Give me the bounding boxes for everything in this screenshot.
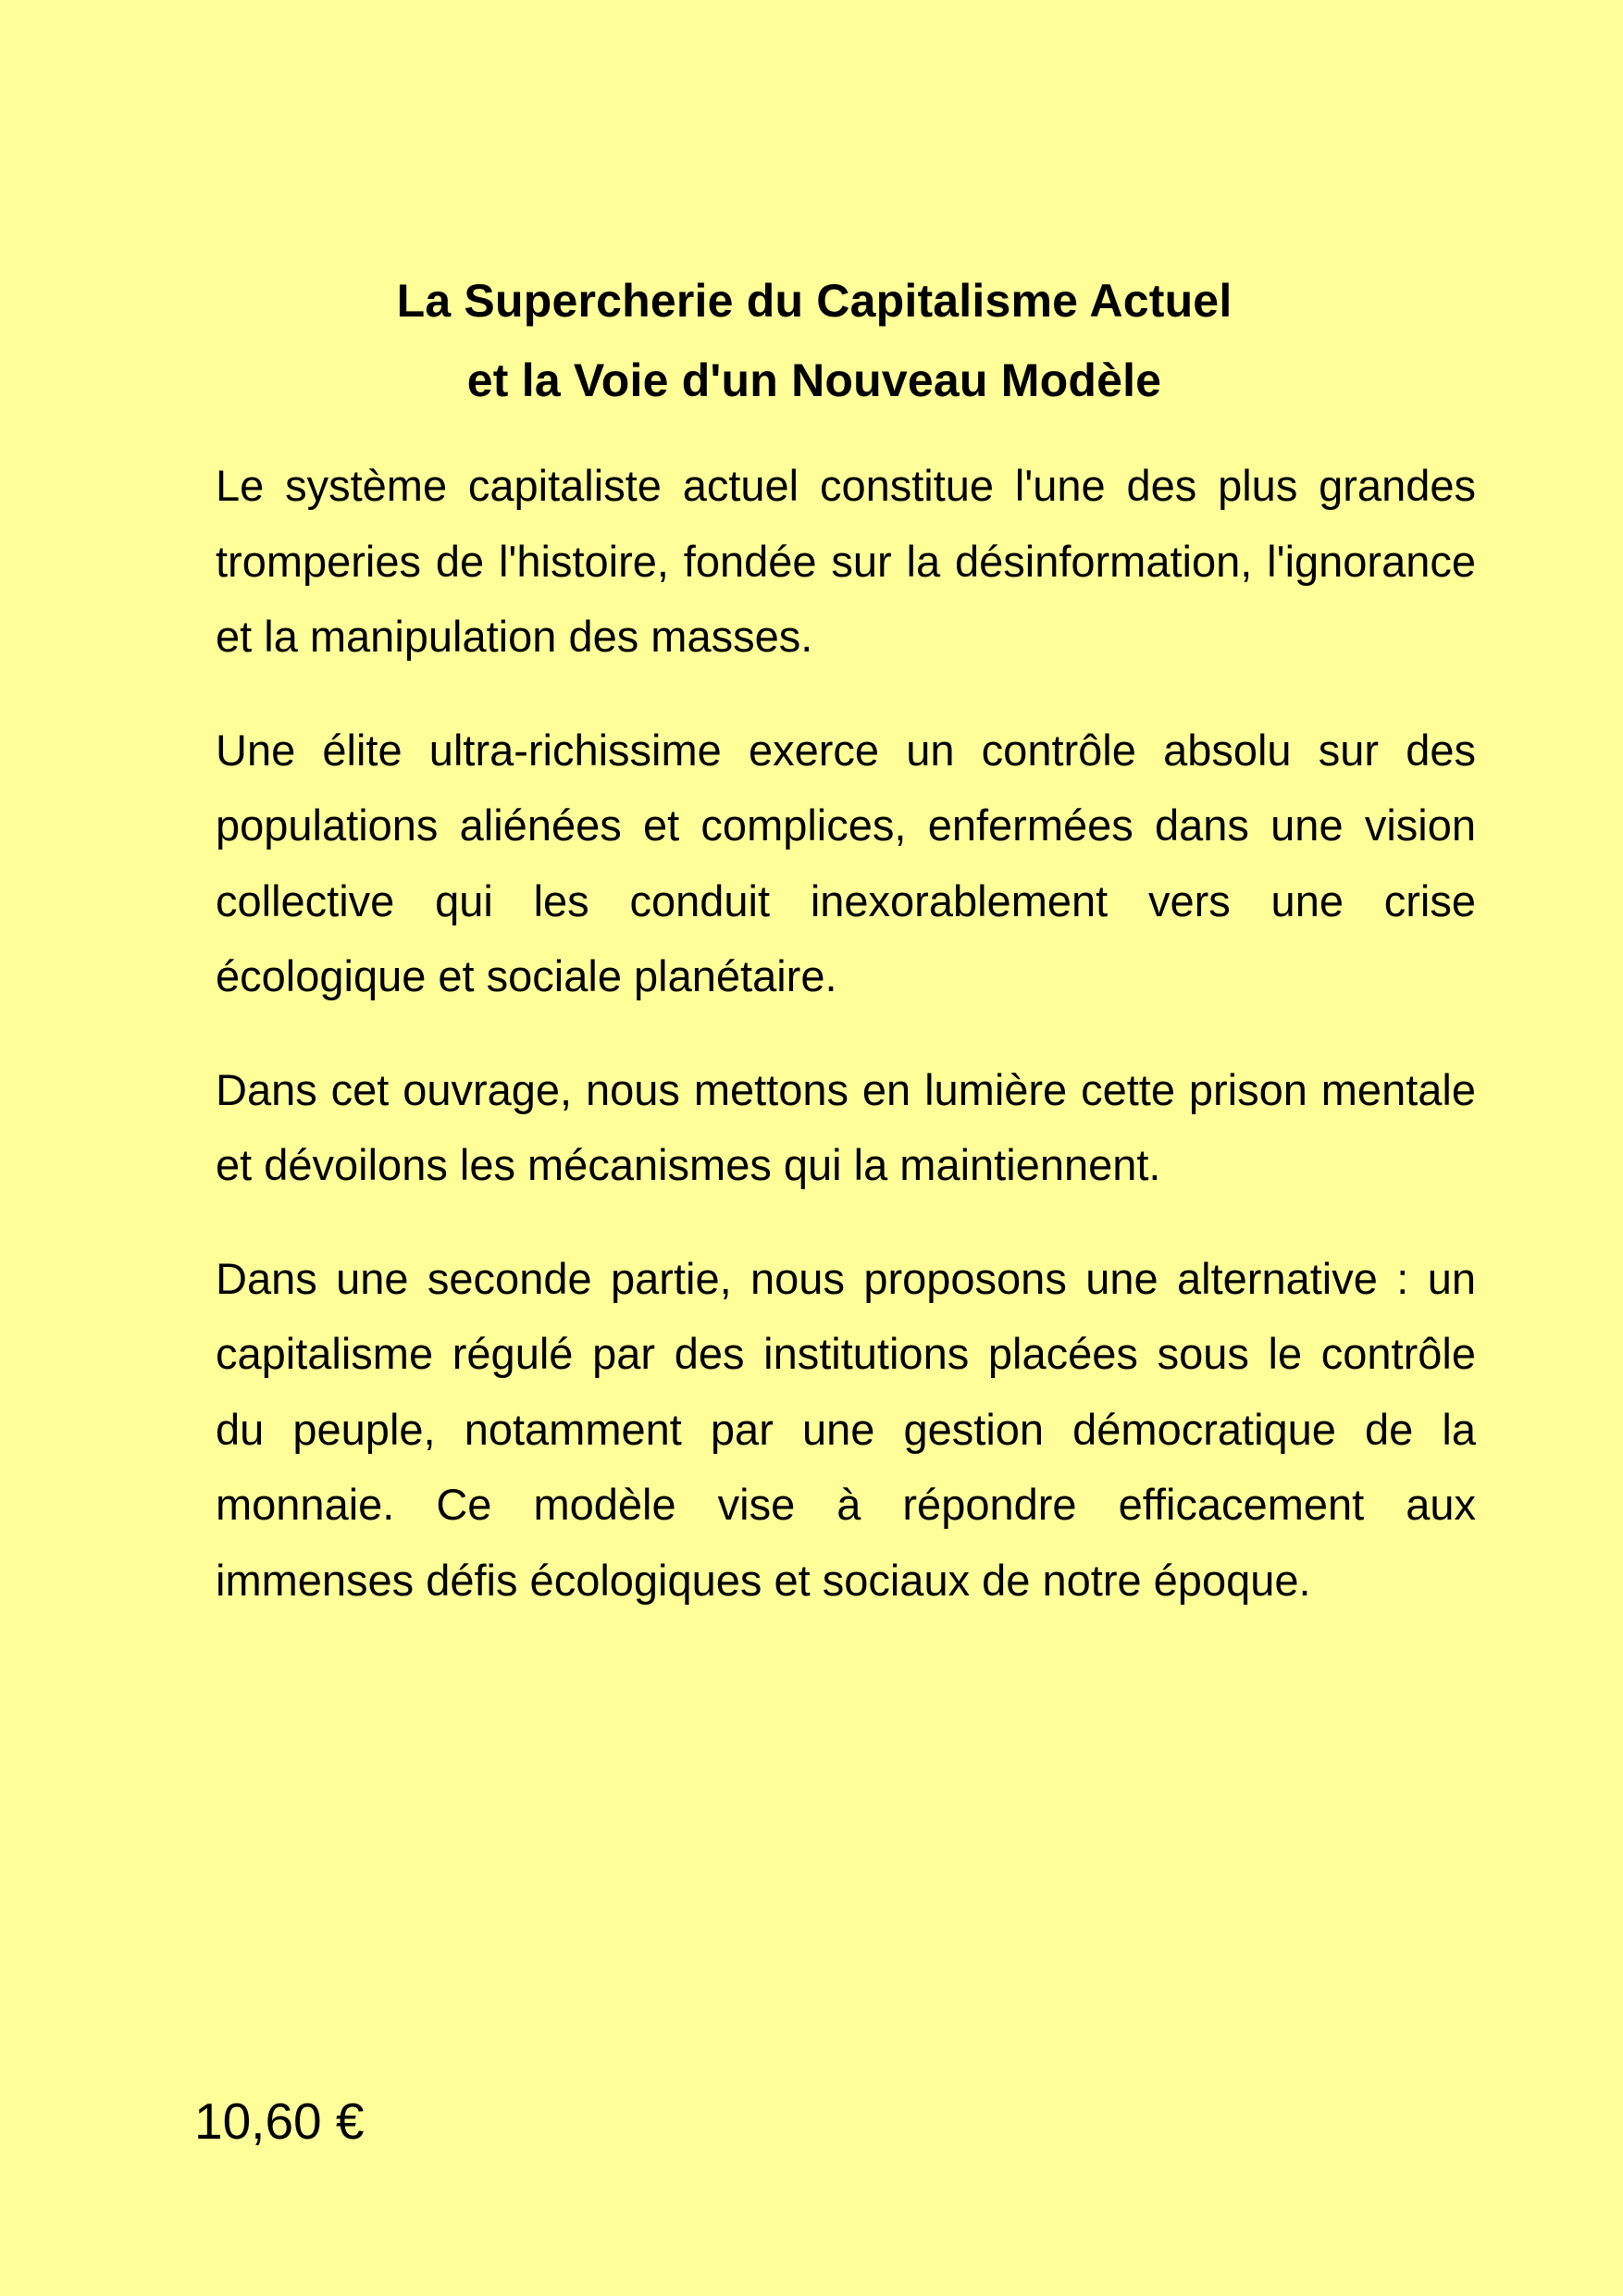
blurb-paragraph-3: Dans cet ouvrage, nous mettons en lumière cette prison mentale et dévoilons les mécanismes qui la maintiennent.	[216, 1064, 1476, 1189]
blurb-paragraph-2: Une élite ultra-richissime exerce un contrôle absolu sur des populations aliénées et complices, enfermées dans une vision collective qui les conduit inexorablement vers une crise écologique et sociale planétaire.	[216, 725, 1476, 1000]
book-title-line-2: et la Voie d'un Nouveau Modèle	[466, 354, 1162, 406]
book-title-line-1: La Supercherie du Capitalisme Actuel	[396, 275, 1233, 327]
blurb-paragraph-4: Dans une seconde partie, nous proposons une alternative : un capitalisme régulé par des institutions placées sous le contrôle du peuple, notamment par une gestion démocratique de la monnaie. Ce modèle vise à répondre efficacement aux immenses défis écologiques et sociaux de notre époque.	[216, 1253, 1476, 1605]
book-title	[213, 261, 1416, 420]
blurb-paragraph-1: Le système capitaliste actuel constitue l'une des plus grandes tromperies de l'histoire, fondée sur la désinformation, l'ignorance et la manipulation des masses.	[216, 461, 1476, 661]
blurb	[216, 448, 1476, 1656]
price-label: 10,60 €	[194, 2092, 365, 2150]
